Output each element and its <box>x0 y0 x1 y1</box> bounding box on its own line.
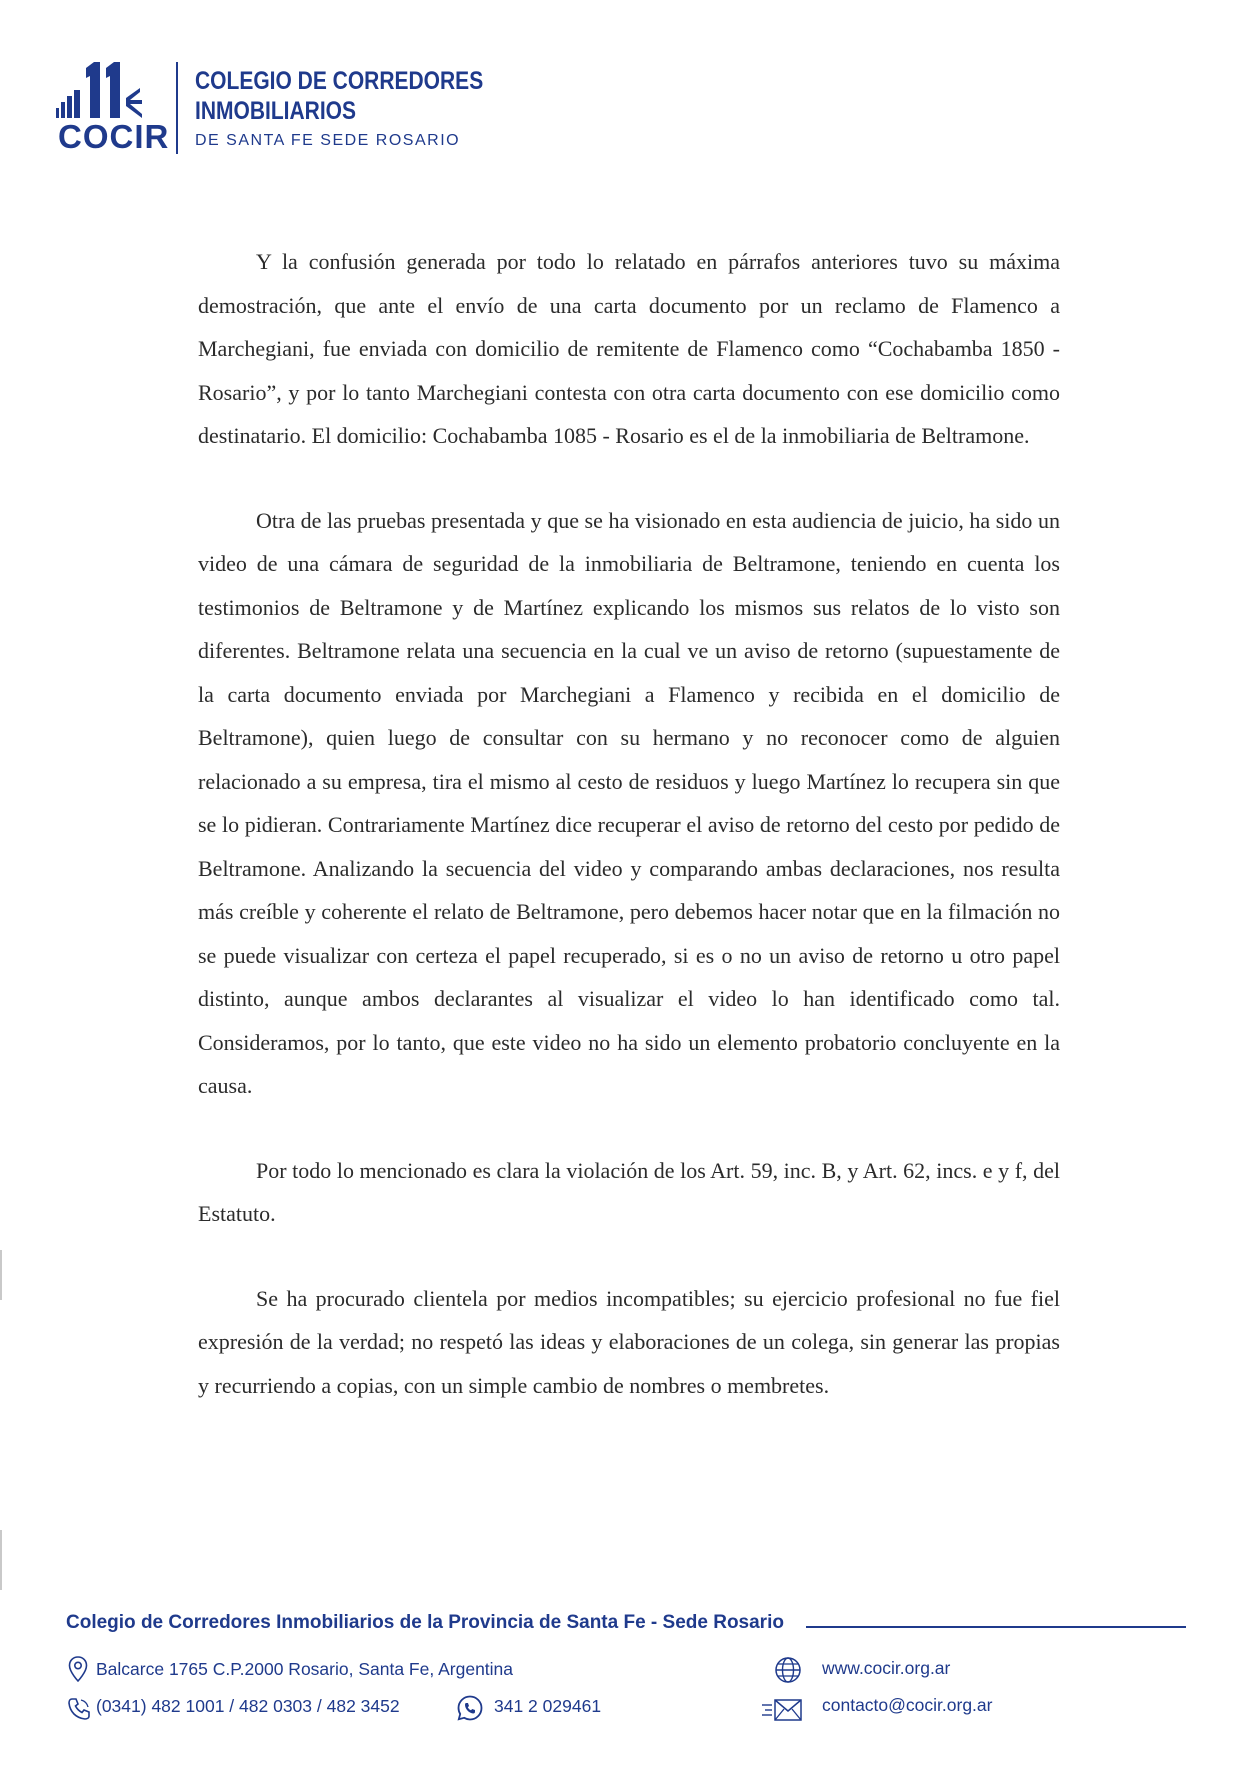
footer-rule <box>806 1626 1186 1628</box>
footer-title-row <box>66 1612 1186 1642</box>
institution-name <box>195 66 538 150</box>
paragraph: Y la confusión generada por todo lo relatado en párrafos anteriores tuvo su máxima demostración, que ante el envío de una carta documento por un reclamo de Flamenco a Marchegiani, fue enviada con domicilio de remitente de Flamenco como “Cochabamba 1850 - Rosario”, y por lo tanto Marchegiani contesta con otra carta documento con ese domicilio como destinatario. El domicilio: Cochabamba 1085 - Rosario es el de la inmobiliaria de Beltramone. <box>198 249 1060 448</box>
location-pin-icon <box>68 1656 88 1682</box>
footer-address: Balcarce 1765 C.P.2000 Rosario, Santa Fe, Argentina <box>96 1659 514 1679</box>
footer-phones: (0341) 482 1001 / 482 0303 / 482 3452 <box>96 1696 400 1716</box>
scan-edge-mark <box>0 1530 2 1590</box>
letterhead <box>50 58 530 158</box>
paragraph: Por todo lo mencionado es clara la violación de los Art. 59, inc. B, y Art. 62, incs. e y f, del Estatuto. <box>198 1157 1060 1226</box>
document-body <box>198 240 1060 1448</box>
footer-title: Colegio de Corredores Inmobiliarios de la Provincia de Santa Fe - Sede Rosario <box>66 1612 784 1633</box>
footer-whatsapp: 341 2 029461 <box>494 1696 602 1716</box>
footer-email[interactable]: contacto@cocir.org.ar <box>822 1695 993 1715</box>
logo-divider <box>176 62 178 154</box>
institution-subtitle: DE SANTA FE SEDE ROSARIO <box>195 132 461 149</box>
footer-website[interactable]: www.cocir.org.ar <box>822 1658 951 1678</box>
paragraph: Otra de las pruebas presentada y que se ha visionado en esta audiencia de juicio, ha sido un video de una cámara de seguridad de la inmobiliaria de Beltramone, teniendo en cuenta los testimonios de Beltramone y de Martínez explicando los mismos sus relatos de lo visto son diferentes. Beltramone relata una secuencia en la cual ve un aviso de retorno (supuestamente de la carta documento enviada por Marchegiani a Flamenco y recibida en el domicilio de Beltramone), quien luego de consultar con su hermano y no reconocer como de alguien relacionado a su empresa, tira el mismo al cesto de residuos y luego Martínez lo recupera sin que se lo pidieran. Contrariamente Martínez dice recuperar el aviso de retorno del cesto por pedido de Beltramone. Analizando la secuencia del video y comparando ambas declaraciones, nos resulta más creíble y coherente el relato de Beltramone, pero debemos hacer notar que en la filmación no se puede visualizar con certeza el papel recuperado, si es o no un aviso de retorno u otro papel distinto, aunque ambos declarantes al visualizar el video lo han identificado como tal. Consideramos, por lo tanto, que este video no ha sido un elemento probatorio concluyente en la causa. <box>198 507 1060 1098</box>
paragraph: Se ha procurado clientela por medios incompatibles; su ejercicio profesional no fue fiel expresión de la verdad; no respetó las ideas y elaboraciones de un colega, sin generar las propias y recurriendo a copias, con un simple cambio de nombres o membretes. <box>198 1285 1060 1398</box>
scan-edge-mark <box>0 1250 2 1300</box>
letterhead-footer <box>66 1612 1186 1716</box>
institution-name-line1: COLEGIO DE CORREDORES <box>195 67 484 95</box>
whatsapp-icon <box>456 1694 484 1722</box>
logo-wordmark: COCIR <box>58 118 170 155</box>
institution-name-line2: INMOBILIARIOS <box>195 97 357 125</box>
phone-icon <box>66 1696 92 1722</box>
envelope-icon <box>760 1697 804 1723</box>
globe-icon <box>774 1656 802 1684</box>
